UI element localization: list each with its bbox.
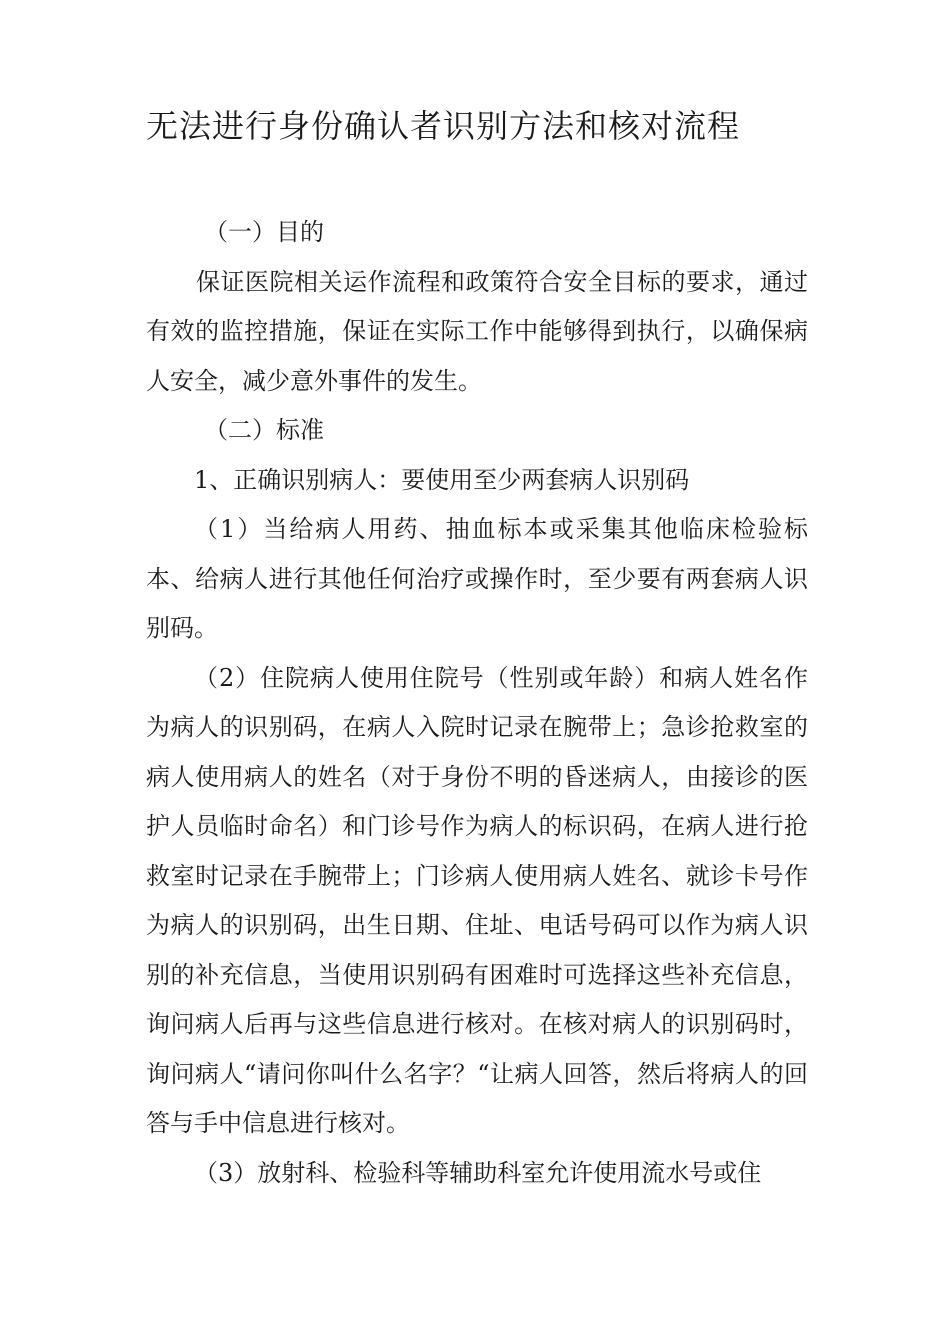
section-heading-purpose: （一）目的 [204,218,324,246]
document-body [146,208,808,1198]
section-heading-standard: （二）标准 [204,416,324,444]
paragraph-purpose: 保证医院相关运作流程和政策符合安全目标的要求，通过有效的监控措施，保证在实际工作中能够得到执行，以确保病人安全，减少意外事件的发生。 [146,267,808,395]
paragraph-item-1: 1、正确识别病人：要使用至少两套病人识别码 [194,465,690,494]
paragraph-item-1-2: （2）住院病人使用住院号（性别或年龄）和病人姓名作为病人的识别码，在病人入院时记录在腕带上；急诊抢救室的病人使用病人的姓名（对于身份不明的昏迷病人，由接诊的医护人员临时命名）和门诊号作为病人的标识码，在病人进行抢救室时记录在手腕带上；门诊病人使用病人姓名、就诊卡号作为病人的识别码，出生日期、住址、电话号码可以作为病人识别的补充信息，当使用识别码有困难时可选择这些补充信息，询问病人后再与这些信息进行核对。在核对病人的识别码时，询问病人“请问你叫什么名字？“让病人回答，然后将病人的回答与手中信息进行核对。 [146,663,808,1137]
paragraph-item-1-1: （1）当给病人用药、抽血标本或采集其他临床检验标本、给病人进行其他任何治疗或操作时，至少要有两套病人识别码。 [146,515,808,642]
page-title: 无法进行身份确认者识别方法和核对流程 [146,107,741,145]
paragraph-item-1-3: （3）放射科、检验科等辅助科室允许使用流水号或住 [194,1158,762,1187]
